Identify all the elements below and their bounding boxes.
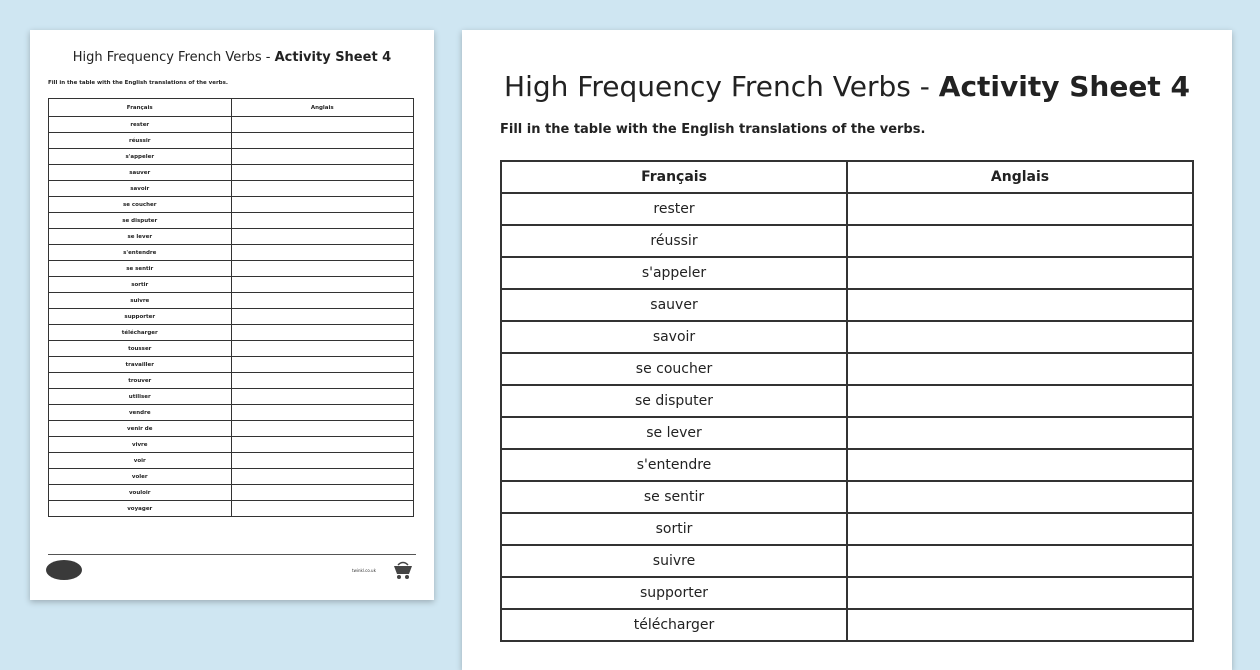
large-title-regular: High Frequency French Verbs - xyxy=(504,70,939,103)
small-col-header-francais: Français xyxy=(49,99,232,117)
small-verb-cell: vendre xyxy=(49,405,232,421)
small-translation-cell[interactable] xyxy=(231,325,414,341)
large-table-row xyxy=(501,417,1193,449)
small-verb-cell: savoir xyxy=(49,181,232,197)
small-verb-cell: tousser xyxy=(49,341,232,357)
large-translation-cell[interactable] xyxy=(847,545,1193,577)
small-verb-cell: vouloir xyxy=(49,485,232,501)
small-table-row xyxy=(49,261,414,277)
small-table-row xyxy=(49,165,414,181)
small-verb-cell: se coucher xyxy=(49,197,232,213)
small-verb-cell: suivre xyxy=(49,293,232,309)
large-sheet-instructions: Fill in the table with the English translations of the verbs. xyxy=(500,122,926,137)
small-verb-cell: s'appeler xyxy=(49,149,232,165)
large-translation-cell[interactable] xyxy=(847,449,1193,481)
small-table-row xyxy=(49,389,414,405)
worksheet-zoomed xyxy=(462,30,1232,670)
large-translation-cell[interactable] xyxy=(847,321,1193,353)
small-verb-cell: télécharger xyxy=(49,325,232,341)
large-translation-cell[interactable] xyxy=(847,385,1193,417)
small-verb-cell: trouver xyxy=(49,373,232,389)
small-verb-cell: sauver xyxy=(49,165,232,181)
small-translation-cell[interactable] xyxy=(231,133,414,149)
small-translation-cell[interactable] xyxy=(231,149,414,165)
small-footer-url: twinkl.co.uk xyxy=(352,568,376,573)
small-translation-cell[interactable] xyxy=(231,277,414,293)
large-translation-cell[interactable] xyxy=(847,225,1193,257)
small-translation-cell[interactable] xyxy=(231,405,414,421)
large-verb-cell: sauver xyxy=(501,289,847,321)
small-table-row xyxy=(49,437,414,453)
small-verb-cell: vivre xyxy=(49,437,232,453)
small-translation-cell[interactable] xyxy=(231,485,414,501)
small-table-row xyxy=(49,213,414,229)
small-table-row xyxy=(49,325,414,341)
large-table-row xyxy=(501,193,1193,225)
large-col-header-francais: Français xyxy=(501,161,847,193)
small-table-row xyxy=(49,485,414,501)
large-table-row xyxy=(501,289,1193,321)
small-verb-table xyxy=(48,98,414,517)
large-table-row xyxy=(501,257,1193,289)
small-translation-cell[interactable] xyxy=(231,341,414,357)
large-translation-cell[interactable] xyxy=(847,289,1193,321)
large-verb-cell: se sentir xyxy=(501,481,847,513)
large-verb-cell: réussir xyxy=(501,225,847,257)
small-translation-cell[interactable] xyxy=(231,229,414,245)
small-table-row xyxy=(49,453,414,469)
small-footer-divider xyxy=(48,554,416,555)
small-translation-cell[interactable] xyxy=(231,453,414,469)
large-verb-cell: savoir xyxy=(501,321,847,353)
small-verb-cell: sortir xyxy=(49,277,232,293)
large-translation-cell[interactable] xyxy=(847,513,1193,545)
small-table-row xyxy=(49,133,414,149)
large-verb-cell: suivre xyxy=(501,545,847,577)
small-table-row xyxy=(49,405,414,421)
small-translation-cell[interactable] xyxy=(231,469,414,485)
large-table-row xyxy=(501,321,1193,353)
small-table-row xyxy=(49,197,414,213)
large-table-row xyxy=(501,481,1193,513)
large-verb-cell: se disputer xyxy=(501,385,847,417)
small-translation-cell[interactable] xyxy=(231,421,414,437)
small-verb-cell: venir de xyxy=(49,421,232,437)
large-verb-cell: rester xyxy=(501,193,847,225)
small-verb-cell: réussir xyxy=(49,133,232,149)
small-verb-cell: utiliser xyxy=(49,389,232,405)
small-verb-cell: se lever xyxy=(49,229,232,245)
small-verb-cell: rester xyxy=(49,117,232,133)
large-translation-cell[interactable] xyxy=(847,481,1193,513)
small-table-row xyxy=(49,421,414,437)
small-translation-cell[interactable] xyxy=(231,357,414,373)
large-translation-cell[interactable] xyxy=(847,609,1193,641)
small-translation-cell[interactable] xyxy=(231,373,414,389)
large-verb-cell: s'appeler xyxy=(501,257,847,289)
small-table-row xyxy=(49,373,414,389)
large-verb-cell: supporter xyxy=(501,577,847,609)
small-translation-cell[interactable] xyxy=(231,213,414,229)
large-table-row xyxy=(501,577,1193,609)
small-verb-cell: s'entendre xyxy=(49,245,232,261)
large-table-row xyxy=(501,353,1193,385)
small-title-regular: High Frequency French Verbs - xyxy=(72,50,275,65)
small-translation-cell[interactable] xyxy=(231,181,414,197)
small-table-row xyxy=(49,293,414,309)
small-verb-cell: travailler xyxy=(49,357,232,373)
large-table-row xyxy=(501,385,1193,417)
small-translation-cell[interactable] xyxy=(231,293,414,309)
large-sheet-title xyxy=(462,70,1232,103)
small-sheet-instructions: Fill in the table with the English translations of the verbs. xyxy=(48,80,228,86)
small-translation-cell[interactable] xyxy=(231,245,414,261)
worksheet-preview-small xyxy=(30,30,434,600)
brand-logo-icon xyxy=(46,560,82,580)
large-table-row xyxy=(501,449,1193,481)
large-title-bold: Activity Sheet 4 xyxy=(938,70,1190,103)
large-translation-cell[interactable] xyxy=(847,417,1193,449)
large-table-row xyxy=(501,545,1193,577)
large-translation-cell[interactable] xyxy=(847,577,1193,609)
large-table-row xyxy=(501,609,1193,641)
large-verb-cell: se lever xyxy=(501,417,847,449)
large-col-header-anglais: Anglais xyxy=(847,161,1193,193)
small-table-row xyxy=(49,229,414,245)
small-verb-cell: supporter xyxy=(49,309,232,325)
small-title-bold: Activity Sheet 4 xyxy=(274,50,392,65)
small-translation-cell[interactable] xyxy=(231,261,414,277)
trolley-logo-icon xyxy=(392,560,414,580)
small-table-row xyxy=(49,501,414,517)
small-verb-cell: voir xyxy=(49,453,232,469)
large-table-row xyxy=(501,513,1193,545)
small-sheet-title xyxy=(30,50,434,65)
large-verb-cell: télécharger xyxy=(501,609,847,641)
small-table-row xyxy=(49,245,414,261)
small-table-row xyxy=(49,341,414,357)
small-verb-cell: voler xyxy=(49,469,232,485)
small-table-row xyxy=(49,309,414,325)
small-translation-cell[interactable] xyxy=(231,165,414,181)
small-translation-cell[interactable] xyxy=(231,389,414,405)
large-translation-cell[interactable] xyxy=(847,257,1193,289)
large-verb-cell: se coucher xyxy=(501,353,847,385)
small-col-header-anglais: Anglais xyxy=(231,99,414,117)
large-table-header-row xyxy=(501,161,1193,193)
small-table-row xyxy=(49,117,414,133)
small-translation-cell[interactable] xyxy=(231,309,414,325)
small-table-row xyxy=(49,149,414,165)
small-translation-cell[interactable] xyxy=(231,117,414,133)
large-verb-cell: s'entendre xyxy=(501,449,847,481)
large-verb-table xyxy=(500,160,1194,642)
small-translation-cell[interactable] xyxy=(231,437,414,453)
small-translation-cell[interactable] xyxy=(231,501,414,517)
small-translation-cell[interactable] xyxy=(231,197,414,213)
small-table-row xyxy=(49,277,414,293)
large-verb-cell: sortir xyxy=(501,513,847,545)
small-table-row xyxy=(49,357,414,373)
small-table-row xyxy=(49,469,414,485)
small-table-row xyxy=(49,181,414,197)
small-verb-cell: se disputer xyxy=(49,213,232,229)
large-table-row xyxy=(501,225,1193,257)
large-translation-cell[interactable] xyxy=(847,193,1193,225)
small-table-header-row xyxy=(49,99,414,117)
large-translation-cell[interactable] xyxy=(847,353,1193,385)
small-verb-cell: se sentir xyxy=(49,261,232,277)
small-verb-cell: voyager xyxy=(49,501,232,517)
